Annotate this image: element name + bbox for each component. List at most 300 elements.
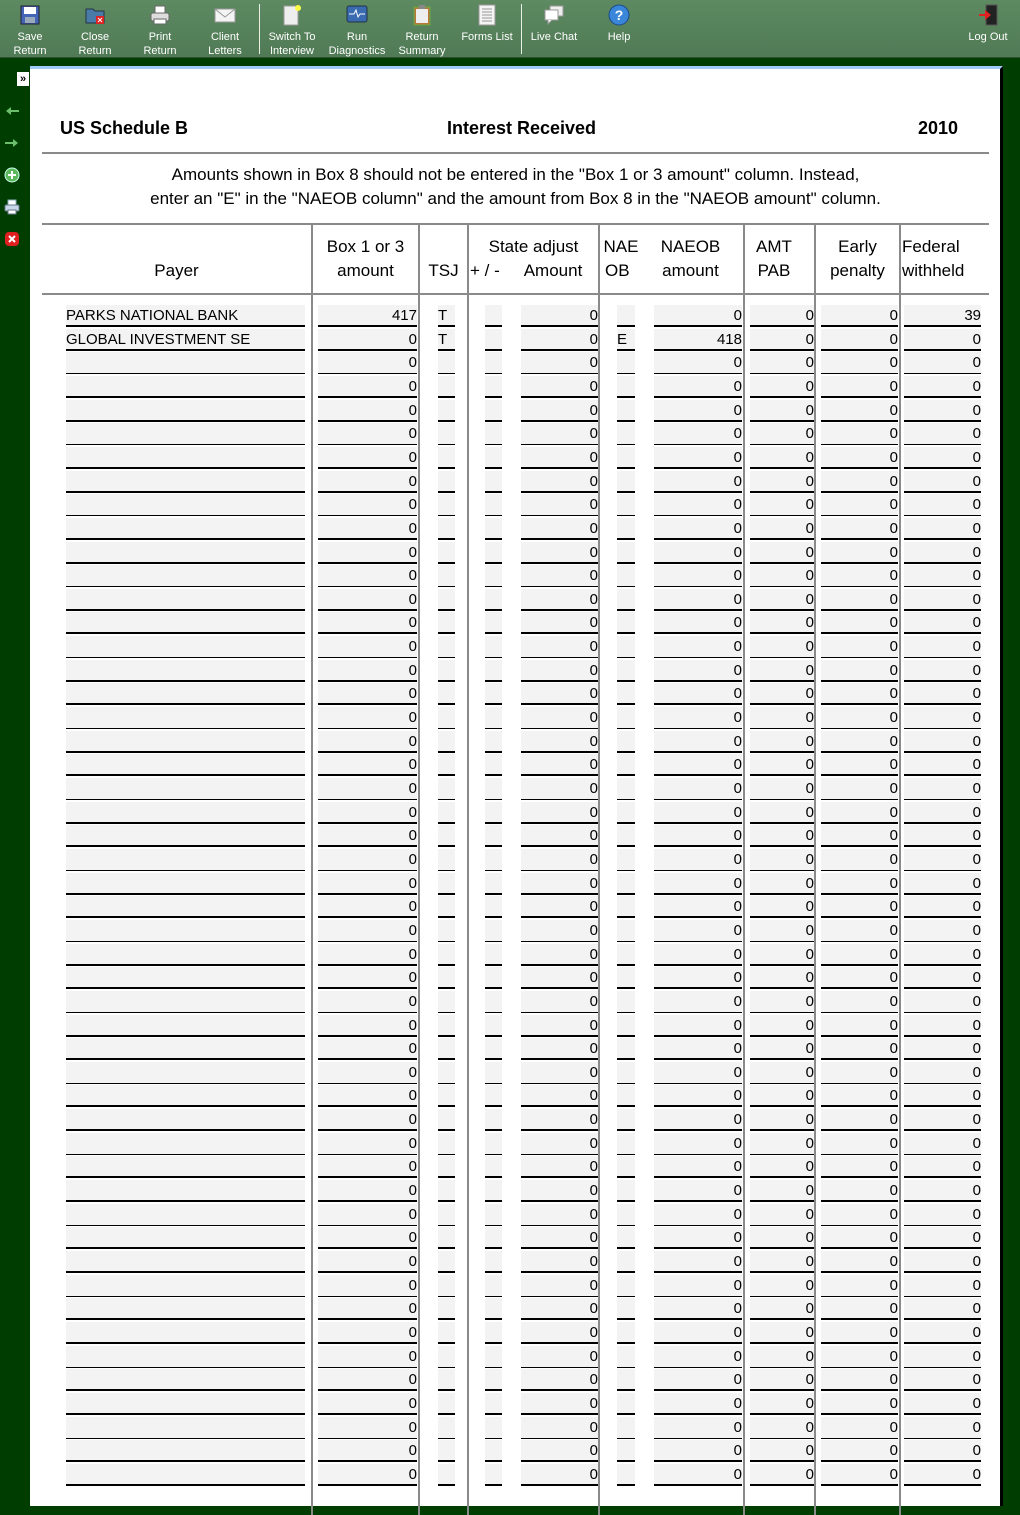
naeob-field[interactable] (617, 920, 635, 942)
naeob-field[interactable] (617, 778, 635, 800)
pm-field[interactable] (485, 423, 502, 445)
box13-field[interactable]: 0 (318, 494, 417, 516)
fed-field[interactable]: 0 (904, 352, 981, 374)
tsj-field[interactable] (438, 1085, 455, 1107)
pm-field[interactable] (485, 1464, 502, 1486)
early-field[interactable]: 0 (821, 1062, 898, 1084)
early-field[interactable]: 0 (821, 1369, 898, 1391)
box13-field[interactable]: 0 (318, 1109, 417, 1131)
tsj-field[interactable] (438, 731, 455, 753)
amt-pab-field[interactable]: 0 (750, 447, 814, 469)
pm-field[interactable] (485, 1417, 502, 1439)
box13-field[interactable]: 0 (318, 589, 417, 611)
state-amt-field[interactable]: 0 (521, 1417, 598, 1439)
fed-field[interactable]: 0 (904, 754, 981, 776)
fed-field[interactable]: 0 (904, 400, 981, 422)
naeob-field[interactable] (617, 849, 635, 871)
tsj-field[interactable] (438, 825, 455, 847)
payer-field[interactable] (66, 683, 305, 705)
delete-icon[interactable] (4, 231, 20, 247)
naeob-field[interactable] (617, 1369, 635, 1391)
early-field[interactable]: 0 (821, 754, 898, 776)
tsj-field[interactable] (438, 1156, 455, 1178)
live-chat-button[interactable] (522, 2, 586, 44)
naeob-field[interactable] (617, 683, 635, 705)
naeob-field[interactable] (617, 707, 635, 729)
state-amt-field[interactable]: 0 (521, 1133, 598, 1155)
pm-field[interactable] (485, 1298, 502, 1320)
early-field[interactable]: 0 (821, 352, 898, 374)
box13-field[interactable]: 0 (318, 1015, 417, 1037)
run-diagnostics-button[interactable] (325, 2, 389, 58)
pm-field[interactable] (485, 1275, 502, 1297)
early-field[interactable]: 0 (821, 542, 898, 564)
naeob-amt-field[interactable]: 0 (654, 471, 742, 493)
box13-field[interactable]: 0 (318, 1062, 417, 1084)
pm-field[interactable] (485, 1062, 502, 1084)
early-field[interactable]: 0 (821, 1204, 898, 1226)
fed-field[interactable]: 0 (904, 825, 981, 847)
fed-field[interactable]: 0 (904, 802, 981, 824)
amt-pab-field[interactable]: 0 (750, 542, 814, 564)
early-field[interactable]: 0 (821, 471, 898, 493)
pm-field[interactable] (485, 1440, 502, 1462)
box13-field[interactable]: 0 (318, 1369, 417, 1391)
naeob-amt-field[interactable]: 0 (654, 518, 742, 540)
amt-pab-field[interactable]: 0 (750, 660, 814, 682)
naeob-amt-field[interactable]: 0 (654, 1133, 742, 1155)
naeob-field[interactable] (617, 471, 635, 493)
fed-field[interactable]: 39 (904, 305, 981, 327)
box13-field[interactable]: 0 (318, 1393, 417, 1415)
fed-field[interactable]: 0 (904, 1440, 981, 1462)
amt-pab-field[interactable]: 0 (750, 802, 814, 824)
amt-pab-field[interactable]: 0 (750, 896, 814, 918)
tsj-field[interactable] (438, 778, 455, 800)
naeob-field[interactable] (617, 423, 635, 445)
fed-field[interactable]: 0 (904, 1133, 981, 1155)
naeob-amt-field[interactable]: 0 (654, 447, 742, 469)
early-field[interactable]: 0 (821, 1393, 898, 1415)
box13-field[interactable]: 0 (318, 1464, 417, 1486)
payer-field[interactable] (66, 991, 305, 1013)
tsj-field[interactable] (438, 376, 455, 398)
amt-pab-field[interactable]: 0 (750, 1038, 814, 1060)
naeob-amt-field[interactable]: 0 (654, 1417, 742, 1439)
state-amt-field[interactable]: 0 (521, 920, 598, 942)
tsj-field[interactable] (438, 1227, 455, 1249)
early-field[interactable]: 0 (821, 1322, 898, 1344)
early-field[interactable]: 0 (821, 849, 898, 871)
naeob-amt-field[interactable]: 0 (654, 305, 742, 327)
naeob-amt-field[interactable]: 0 (654, 636, 742, 658)
early-field[interactable]: 0 (821, 873, 898, 895)
amt-pab-field[interactable]: 0 (750, 1015, 814, 1037)
amt-pab-field[interactable]: 0 (750, 1227, 814, 1249)
payer-field[interactable] (66, 1393, 305, 1415)
early-field[interactable]: 0 (821, 1251, 898, 1273)
fed-field[interactable]: 0 (904, 1085, 981, 1107)
naeob-field[interactable] (617, 542, 635, 564)
state-amt-field[interactable]: 0 (521, 612, 598, 634)
box13-field[interactable]: 0 (318, 636, 417, 658)
early-field[interactable]: 0 (821, 1227, 898, 1249)
amt-pab-field[interactable]: 0 (750, 1251, 814, 1273)
naeob-amt-field[interactable]: 0 (654, 1204, 742, 1226)
state-amt-field[interactable]: 0 (521, 423, 598, 445)
state-amt-field[interactable]: 0 (521, 1322, 598, 1344)
fed-field[interactable]: 0 (904, 944, 981, 966)
tsj-field[interactable] (438, 1109, 455, 1131)
pm-field[interactable] (485, 967, 502, 989)
pm-field[interactable] (485, 802, 502, 824)
state-amt-field[interactable]: 0 (521, 707, 598, 729)
pm-field[interactable] (485, 1322, 502, 1344)
payer-field[interactable] (66, 896, 305, 918)
pm-field[interactable] (485, 778, 502, 800)
tsj-field[interactable] (438, 1393, 455, 1415)
state-amt-field[interactable]: 0 (521, 1440, 598, 1462)
box13-field[interactable]: 0 (318, 1417, 417, 1439)
amt-pab-field[interactable]: 0 (750, 944, 814, 966)
box13-field[interactable]: 0 (318, 967, 417, 989)
payer-field[interactable] (66, 1038, 305, 1060)
close-return-button[interactable] (63, 2, 127, 58)
payer-field[interactable] (66, 612, 305, 634)
amt-pab-field[interactable]: 0 (750, 1204, 814, 1226)
tsj-field[interactable] (438, 1204, 455, 1226)
amt-pab-field[interactable]: 0 (750, 565, 814, 587)
pm-field[interactable] (485, 683, 502, 705)
naeob-amt-field[interactable]: 0 (654, 754, 742, 776)
payer-field[interactable] (66, 352, 305, 374)
naeob-field[interactable] (617, 754, 635, 776)
tsj-field[interactable] (438, 1322, 455, 1344)
early-field[interactable]: 0 (821, 1156, 898, 1178)
naeob-field[interactable] (617, 518, 635, 540)
amt-pab-field[interactable]: 0 (750, 494, 814, 516)
payer-field[interactable] (66, 1085, 305, 1107)
early-field[interactable]: 0 (821, 329, 898, 351)
pm-field[interactable] (485, 1204, 502, 1226)
box13-field[interactable]: 0 (318, 565, 417, 587)
tsj-field[interactable] (438, 1251, 455, 1273)
back-arrow-icon[interactable] (4, 103, 20, 119)
state-amt-field[interactable]: 0 (521, 1204, 598, 1226)
box13-field[interactable]: 0 (318, 1180, 417, 1202)
naeob-amt-field[interactable]: 0 (654, 1322, 742, 1344)
state-amt-field[interactable]: 0 (521, 896, 598, 918)
naeob-amt-field[interactable]: 0 (654, 376, 742, 398)
state-amt-field[interactable]: 0 (521, 565, 598, 587)
tsj-field[interactable] (438, 967, 455, 989)
payer-field[interactable] (66, 1464, 305, 1486)
amt-pab-field[interactable]: 0 (750, 1298, 814, 1320)
naeob-field[interactable] (617, 825, 635, 847)
state-amt-field[interactable]: 0 (521, 494, 598, 516)
pm-field[interactable] (485, 825, 502, 847)
state-amt-field[interactable]: 0 (521, 542, 598, 564)
pm-field[interactable] (485, 1346, 502, 1368)
naeob-field[interactable] (617, 565, 635, 587)
naeob-field[interactable] (617, 1156, 635, 1178)
fed-field[interactable]: 0 (904, 683, 981, 705)
fed-field[interactable]: 0 (904, 1464, 981, 1486)
naeob-field[interactable] (617, 1062, 635, 1084)
naeob-amt-field[interactable]: 0 (654, 1346, 742, 1368)
naeob-amt-field[interactable]: 0 (654, 991, 742, 1013)
amt-pab-field[interactable]: 0 (750, 612, 814, 634)
amt-pab-field[interactable]: 0 (750, 967, 814, 989)
return-summary-button[interactable] (390, 2, 454, 58)
state-amt-field[interactable]: 0 (521, 1085, 598, 1107)
expand-panel-button[interactable]: » (17, 72, 29, 86)
box13-field[interactable]: 0 (318, 873, 417, 895)
naeob-field[interactable] (617, 352, 635, 374)
naeob-field[interactable] (617, 305, 635, 327)
naeob-field[interactable] (617, 589, 635, 611)
payer-field[interactable] (66, 731, 305, 753)
box13-field[interactable]: 0 (318, 518, 417, 540)
early-field[interactable]: 0 (821, 1464, 898, 1486)
tsj-field[interactable] (438, 1133, 455, 1155)
naeob-field[interactable] (617, 1298, 635, 1320)
box13-field[interactable]: 0 (318, 542, 417, 564)
naeob-amt-field[interactable]: 0 (654, 683, 742, 705)
payer-field[interactable] (66, 660, 305, 682)
naeob-amt-field[interactable]: 0 (654, 423, 742, 445)
tsj-field[interactable] (438, 494, 455, 516)
naeob-field[interactable] (617, 636, 635, 658)
state-amt-field[interactable]: 0 (521, 1156, 598, 1178)
state-amt-field[interactable]: 0 (521, 447, 598, 469)
box13-field[interactable]: 0 (318, 423, 417, 445)
amt-pab-field[interactable]: 0 (750, 1109, 814, 1131)
pm-field[interactable] (485, 1109, 502, 1131)
amt-pab-field[interactable]: 0 (750, 636, 814, 658)
amt-pab-field[interactable]: 0 (750, 589, 814, 611)
payer-field[interactable] (66, 518, 305, 540)
early-field[interactable]: 0 (821, 778, 898, 800)
amt-pab-field[interactable]: 0 (750, 305, 814, 327)
forms-list-button[interactable] (455, 2, 519, 44)
tsj-field[interactable] (438, 1369, 455, 1391)
tsj-field[interactable] (438, 1062, 455, 1084)
payer-field[interactable] (66, 849, 305, 871)
state-amt-field[interactable]: 0 (521, 1298, 598, 1320)
state-amt-field[interactable]: 0 (521, 1251, 598, 1273)
amt-pab-field[interactable]: 0 (750, 1369, 814, 1391)
naeob-amt-field[interactable]: 0 (654, 352, 742, 374)
fed-field[interactable]: 0 (904, 376, 981, 398)
state-amt-field[interactable]: 0 (521, 731, 598, 753)
state-amt-field[interactable]: 0 (521, 1109, 598, 1131)
naeob-field[interactable] (617, 967, 635, 989)
tsj-field[interactable] (438, 802, 455, 824)
early-field[interactable]: 0 (821, 565, 898, 587)
state-amt-field[interactable]: 0 (521, 825, 598, 847)
naeob-field[interactable] (617, 660, 635, 682)
payer-field[interactable] (66, 542, 305, 564)
fed-field[interactable]: 0 (904, 1015, 981, 1037)
naeob-amt-field[interactable]: 0 (654, 849, 742, 871)
save-return-button[interactable] (0, 2, 62, 58)
fed-field[interactable]: 0 (904, 636, 981, 658)
fed-field[interactable]: 0 (904, 849, 981, 871)
naeob-amt-field[interactable]: 0 (654, 1109, 742, 1131)
box13-field[interactable]: 0 (318, 944, 417, 966)
tsj-field[interactable] (438, 1346, 455, 1368)
state-amt-field[interactable]: 0 (521, 1015, 598, 1037)
box13-field[interactable]: 0 (318, 778, 417, 800)
tsj-field[interactable] (438, 896, 455, 918)
pm-field[interactable] (485, 873, 502, 895)
naeob-field[interactable] (617, 1322, 635, 1344)
naeob-amt-field[interactable]: 0 (654, 920, 742, 942)
amt-pab-field[interactable]: 0 (750, 1275, 814, 1297)
early-field[interactable]: 0 (821, 447, 898, 469)
box13-field[interactable]: 0 (318, 400, 417, 422)
amt-pab-field[interactable]: 0 (750, 1062, 814, 1084)
box13-field[interactable]: 0 (318, 1227, 417, 1249)
fed-field[interactable]: 0 (904, 778, 981, 800)
tsj-field[interactable] (438, 542, 455, 564)
early-field[interactable]: 0 (821, 802, 898, 824)
payer-field[interactable] (66, 1109, 305, 1131)
tsj-field[interactable] (438, 849, 455, 871)
early-field[interactable]: 0 (821, 376, 898, 398)
early-field[interactable]: 0 (821, 1109, 898, 1131)
naeob-amt-field[interactable]: 0 (654, 1251, 742, 1273)
state-amt-field[interactable]: 0 (521, 471, 598, 493)
naeob-amt-field[interactable]: 0 (654, 1227, 742, 1249)
amt-pab-field[interactable]: 0 (750, 423, 814, 445)
state-amt-field[interactable]: 0 (521, 849, 598, 871)
payer-field[interactable] (66, 1346, 305, 1368)
state-amt-field[interactable]: 0 (521, 1038, 598, 1060)
tsj-field[interactable] (438, 447, 455, 469)
amt-pab-field[interactable]: 0 (750, 1322, 814, 1344)
fed-field[interactable]: 0 (904, 1204, 981, 1226)
state-amt-field[interactable]: 0 (521, 400, 598, 422)
payer-field[interactable]: PARKS NATIONAL BANK (66, 305, 305, 327)
early-field[interactable]: 0 (821, 683, 898, 705)
naeob-field[interactable] (617, 376, 635, 398)
naeob-amt-field[interactable]: 418 (654, 329, 742, 351)
early-field[interactable]: 0 (821, 1133, 898, 1155)
pm-field[interactable] (485, 305, 502, 327)
naeob-field[interactable] (617, 1227, 635, 1249)
fed-field[interactable]: 0 (904, 1275, 981, 1297)
fed-field[interactable]: 0 (904, 1062, 981, 1084)
box13-field[interactable]: 0 (318, 849, 417, 871)
box13-field[interactable]: 0 (318, 991, 417, 1013)
pm-field[interactable] (485, 636, 502, 658)
state-amt-field[interactable]: 0 (521, 967, 598, 989)
payer-field[interactable] (66, 1298, 305, 1320)
tsj-field[interactable] (438, 1440, 455, 1462)
box13-field[interactable]: 417 (318, 305, 417, 327)
naeob-amt-field[interactable]: 0 (654, 1180, 742, 1202)
state-amt-field[interactable]: 0 (521, 873, 598, 895)
naeob-field[interactable] (617, 1251, 635, 1273)
early-field[interactable]: 0 (821, 518, 898, 540)
naeob-amt-field[interactable]: 0 (654, 707, 742, 729)
early-field[interactable]: 0 (821, 1275, 898, 1297)
naeob-amt-field[interactable]: 0 (654, 589, 742, 611)
naeob-amt-field[interactable]: 0 (654, 612, 742, 634)
fed-field[interactable]: 0 (904, 896, 981, 918)
amt-pab-field[interactable]: 0 (750, 329, 814, 351)
box13-field[interactable]: 0 (318, 1156, 417, 1178)
print-icon[interactable] (4, 199, 20, 215)
pm-field[interactable] (485, 707, 502, 729)
fed-field[interactable]: 0 (904, 920, 981, 942)
amt-pab-field[interactable]: 0 (750, 1346, 814, 1368)
naeob-field[interactable] (617, 1393, 635, 1415)
box13-field[interactable]: 0 (318, 1038, 417, 1060)
payer-field[interactable] (66, 1417, 305, 1439)
state-amt-field[interactable]: 0 (521, 305, 598, 327)
state-amt-field[interactable]: 0 (521, 376, 598, 398)
naeob-field[interactable] (617, 1464, 635, 1486)
state-amt-field[interactable]: 0 (521, 1062, 598, 1084)
state-amt-field[interactable]: 0 (521, 1227, 598, 1249)
payer-field[interactable] (66, 944, 305, 966)
tsj-field[interactable] (438, 1180, 455, 1202)
state-amt-field[interactable]: 0 (521, 589, 598, 611)
early-field[interactable]: 0 (821, 423, 898, 445)
box13-field[interactable]: 0 (318, 707, 417, 729)
payer-field[interactable] (66, 447, 305, 469)
fed-field[interactable]: 0 (904, 471, 981, 493)
fed-field[interactable]: 0 (904, 589, 981, 611)
payer-field[interactable] (66, 1156, 305, 1178)
early-field[interactable]: 0 (821, 944, 898, 966)
amt-pab-field[interactable]: 0 (750, 1133, 814, 1155)
early-field[interactable]: 0 (821, 1346, 898, 1368)
tsj-field[interactable] (438, 920, 455, 942)
naeob-amt-field[interactable]: 0 (654, 1369, 742, 1391)
amt-pab-field[interactable]: 0 (750, 991, 814, 1013)
amt-pab-field[interactable]: 0 (750, 920, 814, 942)
box13-field[interactable]: 0 (318, 329, 417, 351)
pm-field[interactable] (485, 1156, 502, 1178)
tsj-field[interactable] (438, 1038, 455, 1060)
client-letters-button[interactable] (193, 2, 257, 58)
pm-field[interactable] (485, 518, 502, 540)
fed-field[interactable]: 0 (904, 1369, 981, 1391)
early-field[interactable]: 0 (821, 612, 898, 634)
payer-field[interactable] (66, 920, 305, 942)
early-field[interactable]: 0 (821, 896, 898, 918)
payer-field[interactable] (66, 423, 305, 445)
fed-field[interactable]: 0 (904, 329, 981, 351)
box13-field[interactable]: 0 (318, 825, 417, 847)
pm-field[interactable] (485, 376, 502, 398)
amt-pab-field[interactable]: 0 (750, 849, 814, 871)
pm-field[interactable] (485, 849, 502, 871)
naeob-amt-field[interactable]: 0 (654, 1393, 742, 1415)
naeob-amt-field[interactable]: 0 (654, 1156, 742, 1178)
tsj-field[interactable]: T (438, 329, 455, 351)
early-field[interactable]: 0 (821, 967, 898, 989)
box13-field[interactable]: 0 (318, 1275, 417, 1297)
amt-pab-field[interactable]: 0 (750, 778, 814, 800)
early-field[interactable]: 0 (821, 1038, 898, 1060)
naeob-field[interactable] (617, 1133, 635, 1155)
tsj-field[interactable] (438, 1298, 455, 1320)
